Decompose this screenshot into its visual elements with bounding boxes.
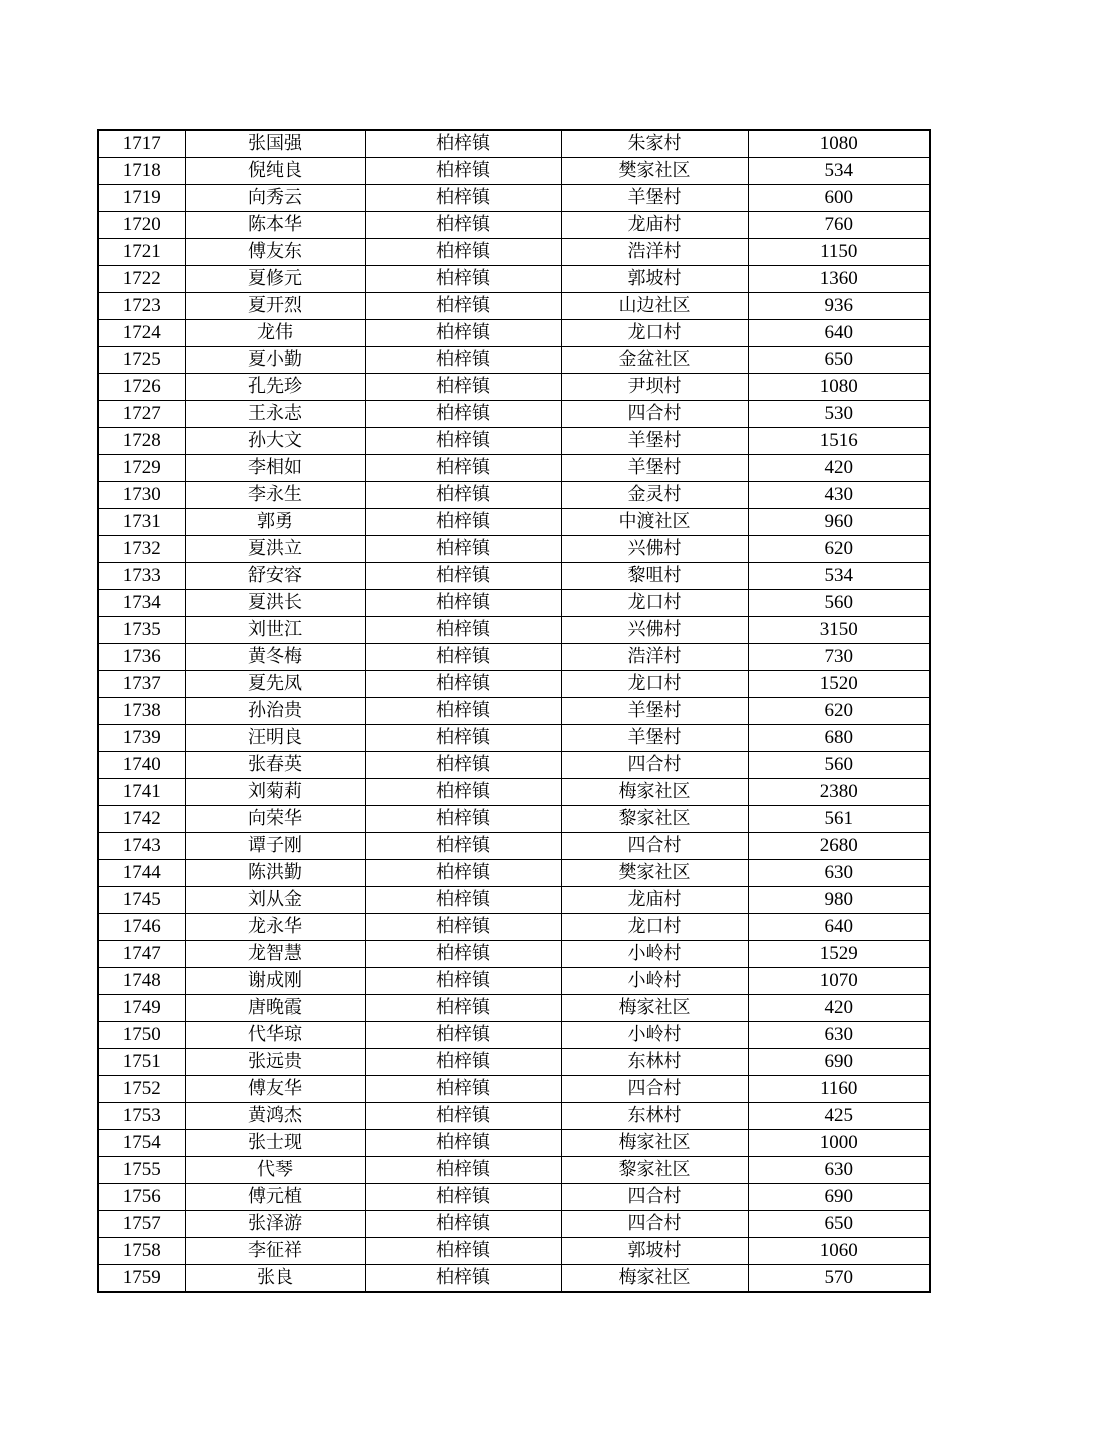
- cell-amount: 420: [748, 455, 930, 482]
- cell-serial-number: 1753: [98, 1103, 185, 1130]
- cell-town: 柏梓镇: [365, 212, 561, 239]
- cell-village: 梅家社区: [561, 779, 748, 806]
- cell-village: 黎家社区: [561, 806, 748, 833]
- cell-village: 梅家社区: [561, 995, 748, 1022]
- cell-serial-number: 1721: [98, 239, 185, 266]
- cell-amount: 640: [748, 914, 930, 941]
- cell-village: 山边社区: [561, 293, 748, 320]
- cell-person-name: 傅友华: [185, 1076, 365, 1103]
- cell-person-name: 刘世江: [185, 617, 365, 644]
- cell-amount: 620: [748, 698, 930, 725]
- cell-town: 柏梓镇: [365, 617, 561, 644]
- table-row: [98, 536, 930, 563]
- cell-person-name: 代华琼: [185, 1022, 365, 1049]
- cell-serial-number: 1744: [98, 860, 185, 887]
- cell-town: 柏梓镇: [365, 239, 561, 266]
- table-row: [98, 1157, 930, 1184]
- cell-person-name: 夏先凤: [185, 671, 365, 698]
- table-row: [98, 725, 930, 752]
- cell-person-name: 向荣华: [185, 806, 365, 833]
- table-row: [98, 941, 930, 968]
- cell-person-name: 王永志: [185, 401, 365, 428]
- cell-person-name: 汪明良: [185, 725, 365, 752]
- cell-person-name: 陈洪勤: [185, 860, 365, 887]
- cell-amount: 730: [748, 644, 930, 671]
- table-row: [98, 1022, 930, 1049]
- cell-person-name: 夏洪立: [185, 536, 365, 563]
- cell-town: 柏梓镇: [365, 1130, 561, 1157]
- cell-amount: 650: [748, 347, 930, 374]
- cell-serial-number: 1732: [98, 536, 185, 563]
- cell-serial-number: 1756: [98, 1184, 185, 1211]
- cell-person-name: 代琴: [185, 1157, 365, 1184]
- cell-serial-number: 1730: [98, 482, 185, 509]
- cell-person-name: 唐晚霞: [185, 995, 365, 1022]
- cell-village: 龙口村: [561, 914, 748, 941]
- cell-person-name: 张远贵: [185, 1049, 365, 1076]
- cell-village: 黎咀村: [561, 563, 748, 590]
- cell-town: 柏梓镇: [365, 914, 561, 941]
- table-row: [98, 293, 930, 320]
- cell-person-name: 倪纯良: [185, 158, 365, 185]
- cell-village: 樊家社区: [561, 860, 748, 887]
- table-row: [98, 698, 930, 725]
- table-row: [98, 185, 930, 212]
- cell-town: 柏梓镇: [365, 563, 561, 590]
- cell-serial-number: 1727: [98, 401, 185, 428]
- cell-village: 龙口村: [561, 671, 748, 698]
- cell-serial-number: 1733: [98, 563, 185, 590]
- cell-amount: 1000: [748, 1130, 930, 1157]
- cell-amount: 600: [748, 185, 930, 212]
- cell-town: 柏梓镇: [365, 968, 561, 995]
- table-row: [98, 1211, 930, 1238]
- cell-serial-number: 1729: [98, 455, 185, 482]
- cell-person-name: 夏小勤: [185, 347, 365, 374]
- cell-serial-number: 1724: [98, 320, 185, 347]
- cell-person-name: 李相如: [185, 455, 365, 482]
- cell-town: 柏梓镇: [365, 374, 561, 401]
- cell-person-name: 谭子刚: [185, 833, 365, 860]
- cell-serial-number: 1722: [98, 266, 185, 293]
- table-row: [98, 671, 930, 698]
- cell-town: 柏梓镇: [365, 536, 561, 563]
- cell-amount: 534: [748, 158, 930, 185]
- cell-town: 柏梓镇: [365, 779, 561, 806]
- cell-serial-number: 1723: [98, 293, 185, 320]
- cell-amount: 1516: [748, 428, 930, 455]
- cell-amount: 534: [748, 563, 930, 590]
- cell-serial-number: 1752: [98, 1076, 185, 1103]
- cell-serial-number: 1758: [98, 1238, 185, 1265]
- cell-person-name: 黄鸿杰: [185, 1103, 365, 1130]
- table-row: [98, 968, 930, 995]
- cell-serial-number: 1717: [98, 130, 185, 158]
- table-row: [98, 887, 930, 914]
- cell-village: 尹坝村: [561, 374, 748, 401]
- table-row: [98, 914, 930, 941]
- cell-village: 羊堡村: [561, 725, 748, 752]
- cell-serial-number: 1740: [98, 752, 185, 779]
- cell-town: 柏梓镇: [365, 1184, 561, 1211]
- cell-village: 兴佛村: [561, 536, 748, 563]
- table-row: [98, 995, 930, 1022]
- cell-amount: 2380: [748, 779, 930, 806]
- cell-village: 黎家社区: [561, 1157, 748, 1184]
- cell-serial-number: 1738: [98, 698, 185, 725]
- cell-village: 龙庙村: [561, 212, 748, 239]
- cell-town: 柏梓镇: [365, 698, 561, 725]
- cell-town: 柏梓镇: [365, 725, 561, 752]
- cell-town: 柏梓镇: [365, 293, 561, 320]
- cell-person-name: 夏修元: [185, 266, 365, 293]
- cell-serial-number: 1745: [98, 887, 185, 914]
- cell-village: 小岭村: [561, 941, 748, 968]
- table-row: [98, 590, 930, 617]
- cell-person-name: 孔先珍: [185, 374, 365, 401]
- cell-town: 柏梓镇: [365, 1049, 561, 1076]
- table-row: [98, 779, 930, 806]
- cell-person-name: 李永生: [185, 482, 365, 509]
- cell-amount: 425: [748, 1103, 930, 1130]
- cell-town: 柏梓镇: [365, 590, 561, 617]
- cell-amount: 3150: [748, 617, 930, 644]
- cell-village: 浩洋村: [561, 644, 748, 671]
- cell-serial-number: 1720: [98, 212, 185, 239]
- table-row: [98, 428, 930, 455]
- table-row: [98, 212, 930, 239]
- table-row: [98, 347, 930, 374]
- cell-person-name: 黄冬梅: [185, 644, 365, 671]
- cell-amount: 680: [748, 725, 930, 752]
- cell-amount: 640: [748, 320, 930, 347]
- table-row: [98, 1184, 930, 1211]
- cell-person-name: 郭勇: [185, 509, 365, 536]
- table-row: [98, 1265, 930, 1293]
- cell-amount: 1080: [748, 130, 930, 158]
- table-row: [98, 130, 930, 158]
- cell-village: 四合村: [561, 401, 748, 428]
- cell-village: 郭坡村: [561, 1238, 748, 1265]
- cell-town: 柏梓镇: [365, 752, 561, 779]
- cell-village: 樊家社区: [561, 158, 748, 185]
- cell-village: 羊堡村: [561, 185, 748, 212]
- cell-serial-number: 1759: [98, 1265, 185, 1293]
- cell-serial-number: 1736: [98, 644, 185, 671]
- cell-town: 柏梓镇: [365, 320, 561, 347]
- cell-village: 四合村: [561, 752, 748, 779]
- cell-village: 四合村: [561, 1076, 748, 1103]
- cell-person-name: 傅友东: [185, 239, 365, 266]
- table-row: [98, 266, 930, 293]
- cell-person-name: 向秀云: [185, 185, 365, 212]
- table-row: [98, 1103, 930, 1130]
- cell-person-name: 陈本华: [185, 212, 365, 239]
- cell-village: 羊堡村: [561, 698, 748, 725]
- cell-person-name: 龙伟: [185, 320, 365, 347]
- cell-serial-number: 1726: [98, 374, 185, 401]
- cell-village: 金盆社区: [561, 347, 748, 374]
- cell-town: 柏梓镇: [365, 1265, 561, 1293]
- cell-town: 柏梓镇: [365, 1211, 561, 1238]
- cell-town: 柏梓镇: [365, 833, 561, 860]
- cell-village: 金灵村: [561, 482, 748, 509]
- cell-serial-number: 1741: [98, 779, 185, 806]
- cell-person-name: 张良: [185, 1265, 365, 1293]
- cell-town: 柏梓镇: [365, 1103, 561, 1130]
- cell-serial-number: 1754: [98, 1130, 185, 1157]
- cell-town: 柏梓镇: [365, 401, 561, 428]
- cell-amount: 960: [748, 509, 930, 536]
- table-row: [98, 1076, 930, 1103]
- cell-amount: 560: [748, 590, 930, 617]
- cell-amount: 630: [748, 1157, 930, 1184]
- cell-person-name: 张国强: [185, 130, 365, 158]
- cell-village: 四合村: [561, 1184, 748, 1211]
- table-row: [98, 833, 930, 860]
- table-row: [98, 1049, 930, 1076]
- cell-town: 柏梓镇: [365, 509, 561, 536]
- cell-village: 龙口村: [561, 320, 748, 347]
- table-row: [98, 617, 930, 644]
- cell-amount: 690: [748, 1184, 930, 1211]
- cell-amount: 980: [748, 887, 930, 914]
- cell-person-name: 夏开烈: [185, 293, 365, 320]
- cell-village: 羊堡村: [561, 428, 748, 455]
- cell-village: 朱家村: [561, 130, 748, 158]
- table-row: [98, 860, 930, 887]
- table-row: [98, 1238, 930, 1265]
- cell-town: 柏梓镇: [365, 887, 561, 914]
- cell-serial-number: 1746: [98, 914, 185, 941]
- table-row: [98, 158, 930, 185]
- cell-town: 柏梓镇: [365, 455, 561, 482]
- cell-serial-number: 1749: [98, 995, 185, 1022]
- cell-serial-number: 1739: [98, 725, 185, 752]
- table-row: [98, 320, 930, 347]
- cell-town: 柏梓镇: [365, 130, 561, 158]
- cell-town: 柏梓镇: [365, 482, 561, 509]
- cell-amount: 630: [748, 860, 930, 887]
- cell-town: 柏梓镇: [365, 185, 561, 212]
- cell-person-name: 龙永华: [185, 914, 365, 941]
- table-row: [98, 239, 930, 266]
- cell-village: 龙庙村: [561, 887, 748, 914]
- cell-amount: 1529: [748, 941, 930, 968]
- table-row: [98, 401, 930, 428]
- cell-amount: 1150: [748, 239, 930, 266]
- table-row: [98, 806, 930, 833]
- cell-amount: 420: [748, 995, 930, 1022]
- cell-town: 柏梓镇: [365, 1238, 561, 1265]
- table-row: [98, 1130, 930, 1157]
- cell-person-name: 刘菊莉: [185, 779, 365, 806]
- cell-village: 四合村: [561, 1211, 748, 1238]
- cell-village: 郭坡村: [561, 266, 748, 293]
- cell-town: 柏梓镇: [365, 1022, 561, 1049]
- cell-village: 兴佛村: [561, 617, 748, 644]
- table-row: [98, 455, 930, 482]
- cell-serial-number: 1742: [98, 806, 185, 833]
- cell-village: 四合村: [561, 833, 748, 860]
- cell-town: 柏梓镇: [365, 1157, 561, 1184]
- cell-amount: 1360: [748, 266, 930, 293]
- cell-amount: 1080: [748, 374, 930, 401]
- cell-amount: 430: [748, 482, 930, 509]
- cell-amount: 620: [748, 536, 930, 563]
- cell-village: 小岭村: [561, 968, 748, 995]
- cell-village: 梅家社区: [561, 1130, 748, 1157]
- cell-town: 柏梓镇: [365, 428, 561, 455]
- cell-serial-number: 1728: [98, 428, 185, 455]
- cell-person-name: 张泽游: [185, 1211, 365, 1238]
- table-row: [98, 509, 930, 536]
- cell-serial-number: 1755: [98, 1157, 185, 1184]
- cell-person-name: 谢成刚: [185, 968, 365, 995]
- cell-serial-number: 1718: [98, 158, 185, 185]
- cell-village: 浩洋村: [561, 239, 748, 266]
- data-table: [97, 129, 931, 1293]
- cell-town: 柏梓镇: [365, 158, 561, 185]
- cell-serial-number: 1747: [98, 941, 185, 968]
- cell-amount: 630: [748, 1022, 930, 1049]
- cell-village: 梅家社区: [561, 1265, 748, 1293]
- cell-person-name: 张春英: [185, 752, 365, 779]
- cell-amount: 650: [748, 1211, 930, 1238]
- cell-person-name: 舒安容: [185, 563, 365, 590]
- cell-amount: 690: [748, 1049, 930, 1076]
- table-row: [98, 752, 930, 779]
- table-body: [98, 130, 930, 1292]
- cell-person-name: 孙治贵: [185, 698, 365, 725]
- cell-person-name: 夏洪长: [185, 590, 365, 617]
- cell-serial-number: 1737: [98, 671, 185, 698]
- cell-town: 柏梓镇: [365, 860, 561, 887]
- cell-serial-number: 1748: [98, 968, 185, 995]
- cell-town: 柏梓镇: [365, 644, 561, 671]
- cell-amount: 1060: [748, 1238, 930, 1265]
- cell-serial-number: 1750: [98, 1022, 185, 1049]
- cell-amount: 760: [748, 212, 930, 239]
- cell-amount: 936: [748, 293, 930, 320]
- cell-serial-number: 1751: [98, 1049, 185, 1076]
- cell-person-name: 张士现: [185, 1130, 365, 1157]
- cell-village: 小岭村: [561, 1022, 748, 1049]
- cell-amount: 560: [748, 752, 930, 779]
- cell-serial-number: 1757: [98, 1211, 185, 1238]
- cell-amount: 561: [748, 806, 930, 833]
- cell-town: 柏梓镇: [365, 1076, 561, 1103]
- cell-serial-number: 1731: [98, 509, 185, 536]
- cell-person-name: 傅元植: [185, 1184, 365, 1211]
- cell-amount: 1070: [748, 968, 930, 995]
- cell-town: 柏梓镇: [365, 266, 561, 293]
- cell-amount: 2680: [748, 833, 930, 860]
- cell-amount: 530: [748, 401, 930, 428]
- cell-town: 柏梓镇: [365, 806, 561, 833]
- cell-town: 柏梓镇: [365, 347, 561, 374]
- cell-village: 中渡社区: [561, 509, 748, 536]
- cell-village: 羊堡村: [561, 455, 748, 482]
- table-row: [98, 374, 930, 401]
- cell-serial-number: 1735: [98, 617, 185, 644]
- cell-serial-number: 1719: [98, 185, 185, 212]
- cell-village: 东林村: [561, 1103, 748, 1130]
- cell-amount: 1520: [748, 671, 930, 698]
- cell-person-name: 李征祥: [185, 1238, 365, 1265]
- cell-person-name: 刘从金: [185, 887, 365, 914]
- cell-town: 柏梓镇: [365, 941, 561, 968]
- cell-amount: 570: [748, 1265, 930, 1293]
- cell-village: 东林村: [561, 1049, 748, 1076]
- cell-serial-number: 1725: [98, 347, 185, 374]
- cell-person-name: 龙智慧: [185, 941, 365, 968]
- cell-village: 龙口村: [561, 590, 748, 617]
- cell-town: 柏梓镇: [365, 671, 561, 698]
- cell-town: 柏梓镇: [365, 995, 561, 1022]
- cell-serial-number: 1734: [98, 590, 185, 617]
- table-row: [98, 644, 930, 671]
- table-row: [98, 482, 930, 509]
- cell-serial-number: 1743: [98, 833, 185, 860]
- table-row: [98, 563, 930, 590]
- cell-amount: 1160: [748, 1076, 930, 1103]
- cell-person-name: 孙大文: [185, 428, 365, 455]
